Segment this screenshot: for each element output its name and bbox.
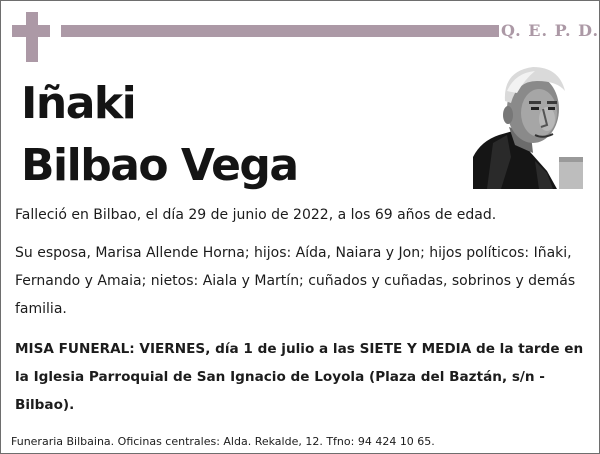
deceased-first-name: Iñaki	[21, 78, 136, 129]
deceased-surnames: Bilbao Vega	[21, 140, 298, 191]
family-members: Su esposa, Marisa Allende Horna; hijos: Aída, Naiara y Jon; hijos políticos: Iñaki, Fernando y Amaia; nietos: Aiala y Martín; cuñados y cuñadas, sobrinos y demás familia.	[15, 245, 576, 317]
cross-icon-arm	[12, 25, 50, 37]
funeral-home-info: Funeraria Bilbaina. Oficinas centrales: Alda. Rekalde, 12. Tfno: 94 424 10 65.	[11, 435, 435, 448]
portrait-image	[473, 61, 583, 189]
death-announcement: Falleció en Bilbao, el día 29 de junio de 2022, a los 69 años de edad.	[15, 207, 497, 223]
deceased-portrait-photo	[473, 61, 583, 189]
funeral-mass-details: MISA FUNERAL: VIERNES, día 1 de julio a las SIETE Y MEDIA de la tarde en la Iglesia Parroquial de San Ignacio de Loyola (Plaza del Baztán, s/n - Bilbao).	[15, 341, 584, 413]
cross-icon	[26, 12, 38, 62]
qepd-label: Q. E. P. D.	[501, 21, 600, 40]
header-divider-bar	[61, 25, 499, 37]
